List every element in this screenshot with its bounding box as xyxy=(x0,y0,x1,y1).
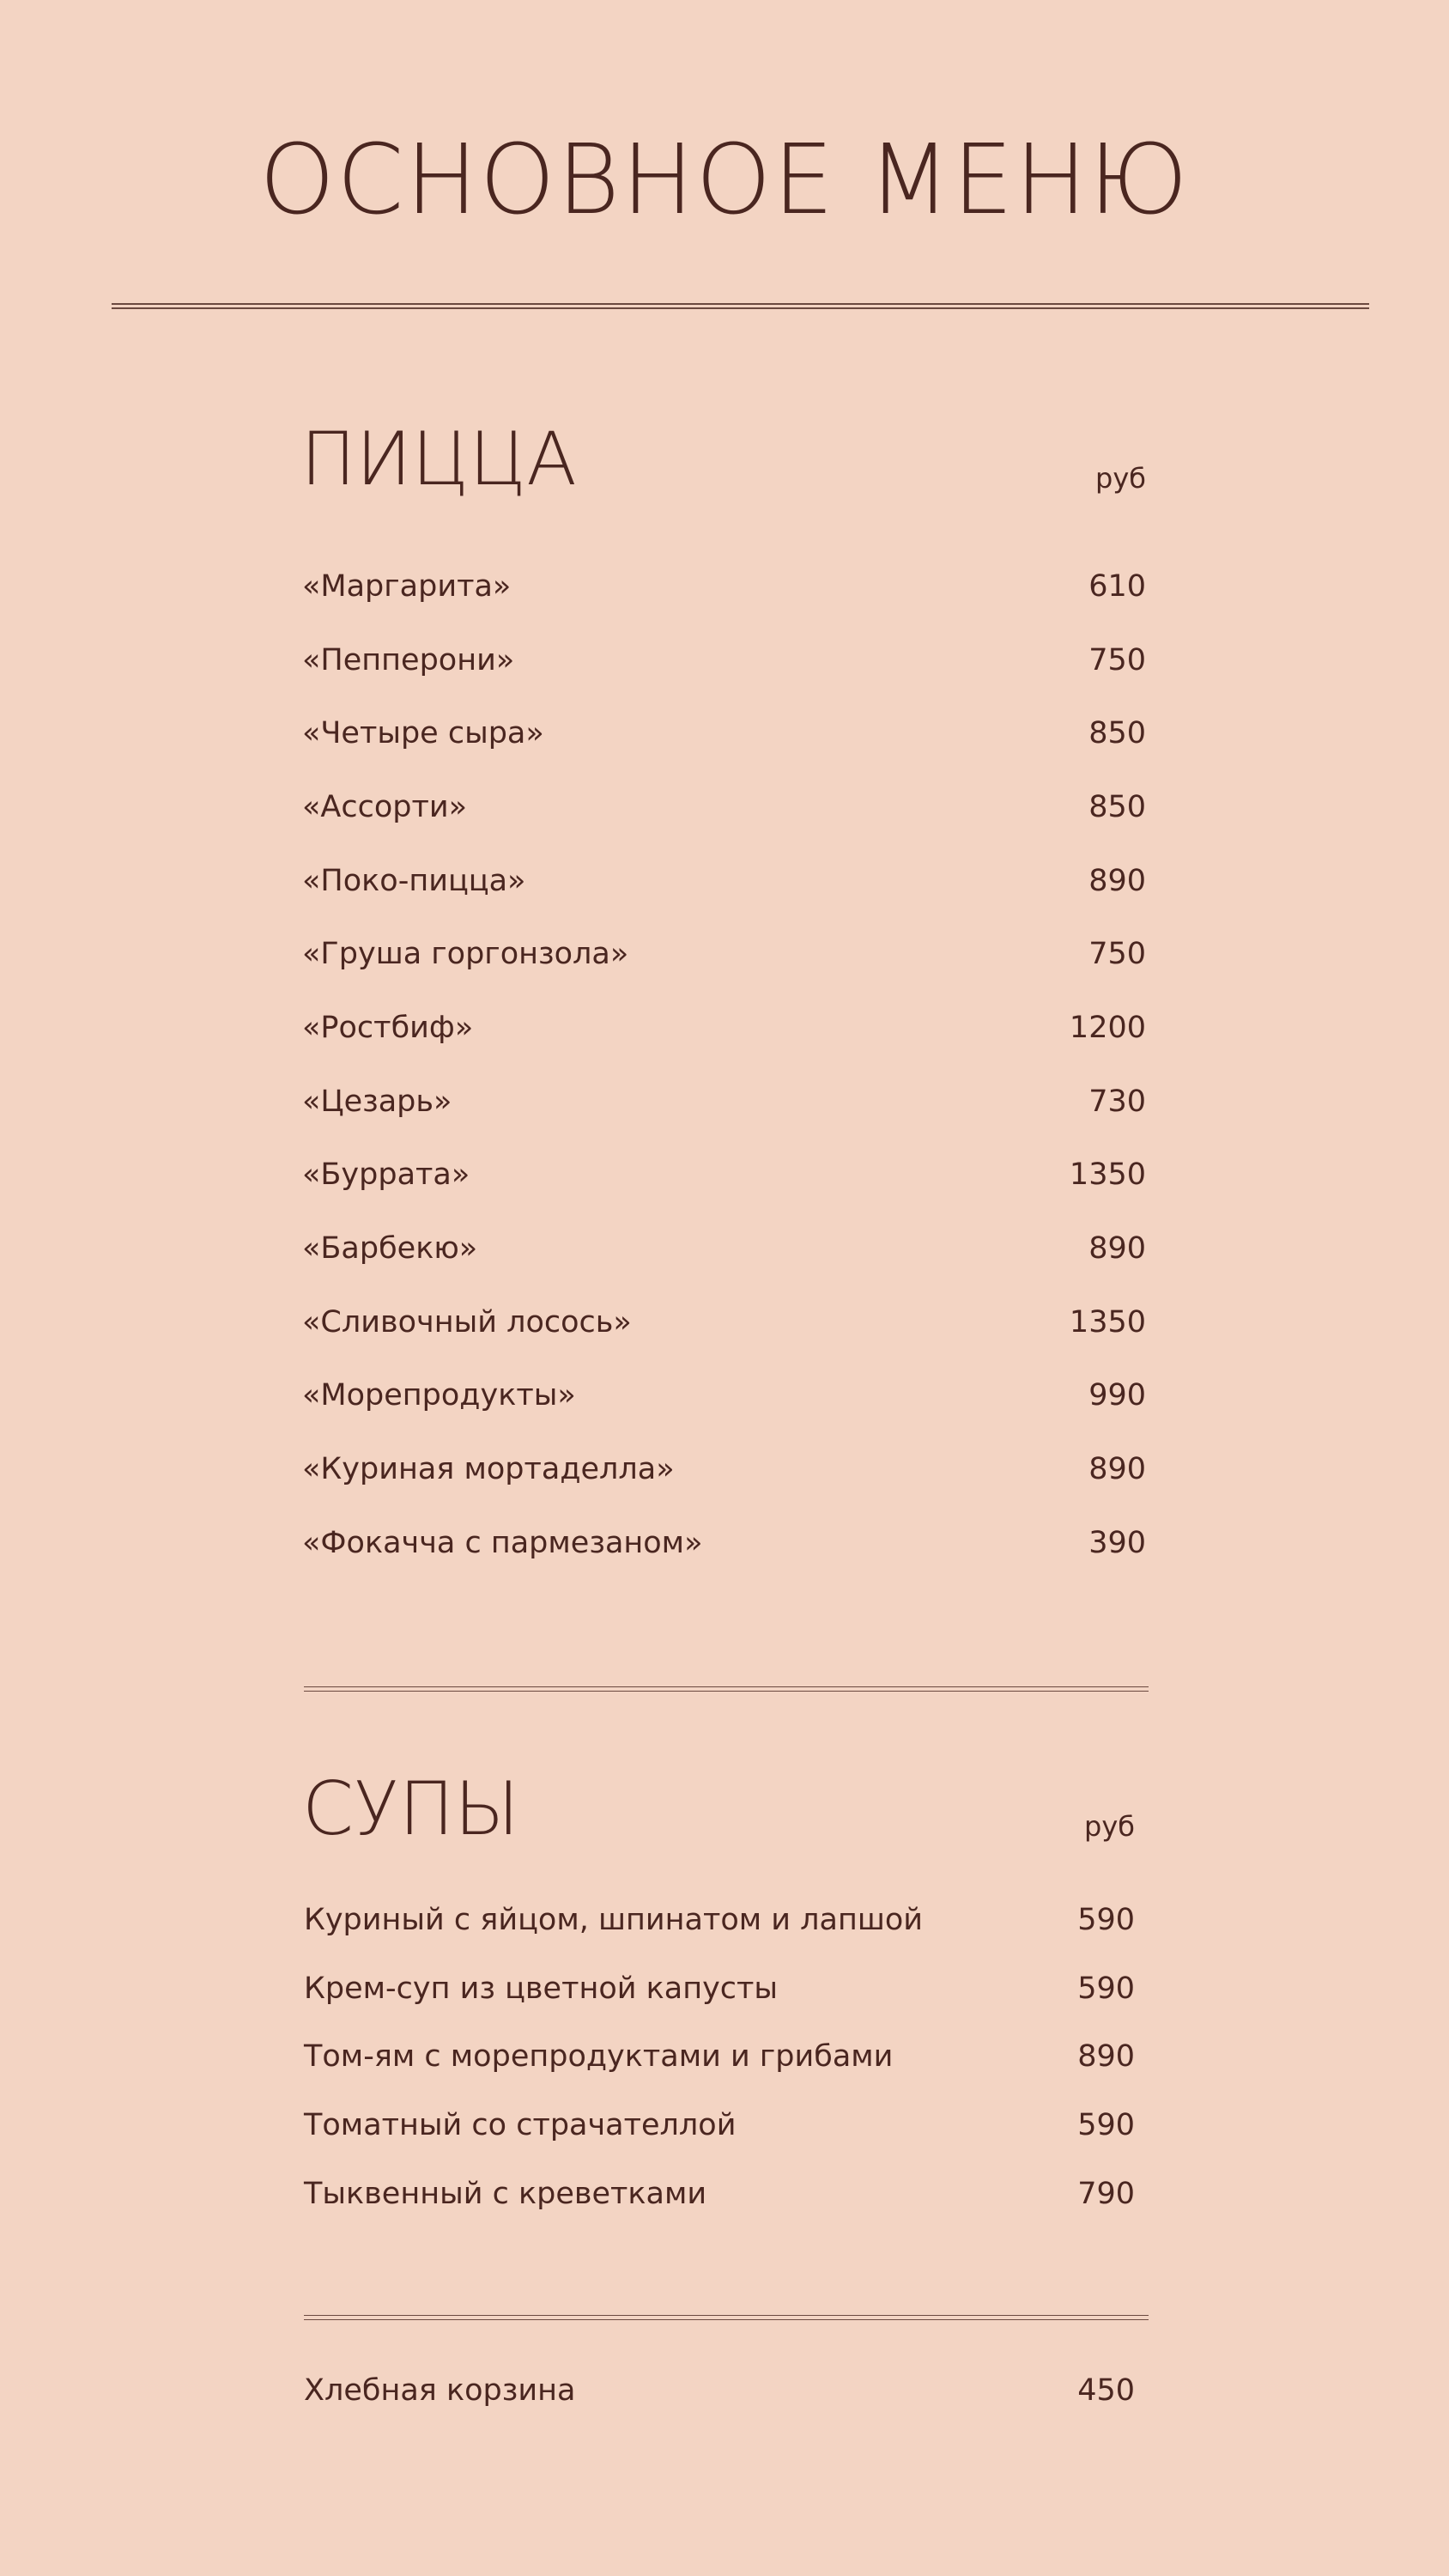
pizza-item-name: «Куриная мортаделла» xyxy=(302,1452,675,1487)
pizza-item-price: 1200 xyxy=(1069,1010,1146,1045)
pizza-item-name: «Маргарита» xyxy=(302,568,512,604)
menu-title: ОСНОВНОЕ МЕНЮ xyxy=(259,125,1190,236)
pizza-item-focaccia-parmesan xyxy=(302,1506,1146,1580)
bread-basket-price: 450 xyxy=(1077,2373,1135,2408)
pizza-item-price: 730 xyxy=(1088,1084,1146,1119)
soups-section-title: СУПЫ xyxy=(302,1766,520,1852)
pizza-item-price: 750 xyxy=(1088,937,1146,972)
pizza-item-name: «Ростбиф» xyxy=(302,1010,474,1045)
soup-item-name: Томатный со страчателлой xyxy=(304,2108,737,2143)
pizza-item-price: 610 xyxy=(1088,568,1146,604)
pizza-item-name: «Морепродукты» xyxy=(302,1378,576,1413)
pizza-item-name: «Пепперони» xyxy=(302,642,515,677)
pizza-item-price: 890 xyxy=(1088,863,1146,898)
soup-item-name: Куриный с яйцом, шпинатом и лапшой xyxy=(304,1902,924,1937)
soups-currency-label: руб xyxy=(1084,1810,1135,1843)
pizza-currency-label: руб xyxy=(1095,462,1146,495)
pizza-item-assorti xyxy=(302,770,1146,844)
pizza-item-pepperoni xyxy=(302,623,1146,697)
pizza-item-pear-gorgonzola xyxy=(302,917,1146,991)
pizza-item-name: «Буррата» xyxy=(302,1157,470,1193)
pizza-item-price: 890 xyxy=(1088,1231,1146,1267)
pizza-item-margherita xyxy=(302,550,1146,623)
pizza-item-price: 1350 xyxy=(1069,1157,1146,1193)
pizza-item-name: «Поко-пицца» xyxy=(302,863,526,898)
soup-item-tom-yam xyxy=(304,2023,1135,2092)
pizza-item-price: 390 xyxy=(1088,1525,1146,1560)
soup-item-name: Том-ям с морепродуктами и грибами xyxy=(304,2039,894,2075)
pizza-item-name: «Груша горгонзола» xyxy=(302,937,629,972)
pizza-item-four-cheese xyxy=(302,696,1146,770)
pizza-item-name: «Цезарь» xyxy=(302,1084,452,1119)
soup-item-price: 590 xyxy=(1077,1902,1135,1937)
pizza-item-name: «Четыре сыра» xyxy=(302,716,544,751)
soup-item-price: 590 xyxy=(1077,1971,1135,2006)
soups-list xyxy=(304,1886,1135,2228)
soup-item-price: 590 xyxy=(1077,2108,1135,2143)
pizza-item-name: «Барбекю» xyxy=(302,1231,478,1267)
pizza-item-poko-pizza xyxy=(302,844,1146,918)
pizza-item-price: 890 xyxy=(1088,1452,1146,1487)
pizza-item-creamy-salmon xyxy=(302,1285,1146,1359)
pizza-item-price: 850 xyxy=(1088,789,1146,824)
pizza-item-price: 750 xyxy=(1088,642,1146,677)
pizza-soups-divider xyxy=(304,1686,1149,1692)
pizza-item-seafood xyxy=(302,1359,1146,1433)
pizza-item-caesar xyxy=(302,1065,1146,1139)
pizza-section-title: ПИЦЦА xyxy=(300,416,577,502)
soup-item-tomato-stracciatella xyxy=(304,2091,1135,2160)
soup-item-price: 890 xyxy=(1077,2039,1135,2075)
pizza-list xyxy=(302,550,1146,1580)
pizza-item-barbecue xyxy=(302,1212,1146,1285)
soup-item-name: Крем-суп из цветной капусты xyxy=(304,1971,779,2006)
bread-basket-row xyxy=(304,2366,1135,2415)
soup-item-chicken-egg-spinach xyxy=(304,1886,1135,1954)
pizza-item-name: «Фокачча с пармезаном» xyxy=(302,1525,703,1560)
soup-item-name: Тыквенный с креветками xyxy=(304,2177,707,2212)
pizza-item-burrata xyxy=(302,1139,1146,1212)
pizza-item-price: 850 xyxy=(1088,716,1146,751)
pizza-item-name: «Сливочный лосось» xyxy=(302,1304,632,1340)
soups-bread-divider xyxy=(304,2315,1149,2320)
title-divider xyxy=(112,303,1369,309)
soup-item-pumpkin-shrimp xyxy=(304,2160,1135,2228)
pizza-item-name: «Ассорти» xyxy=(302,789,468,824)
pizza-item-price: 990 xyxy=(1088,1378,1146,1413)
bread-basket-name: Хлебная корзина xyxy=(304,2373,576,2408)
soup-item-cauliflower-cream xyxy=(304,1954,1135,2023)
soup-item-price: 790 xyxy=(1077,2177,1135,2212)
pizza-item-price: 1350 xyxy=(1069,1304,1146,1340)
pizza-item-chicken-mortadella xyxy=(302,1432,1146,1506)
pizza-item-roastbeef xyxy=(302,991,1146,1065)
